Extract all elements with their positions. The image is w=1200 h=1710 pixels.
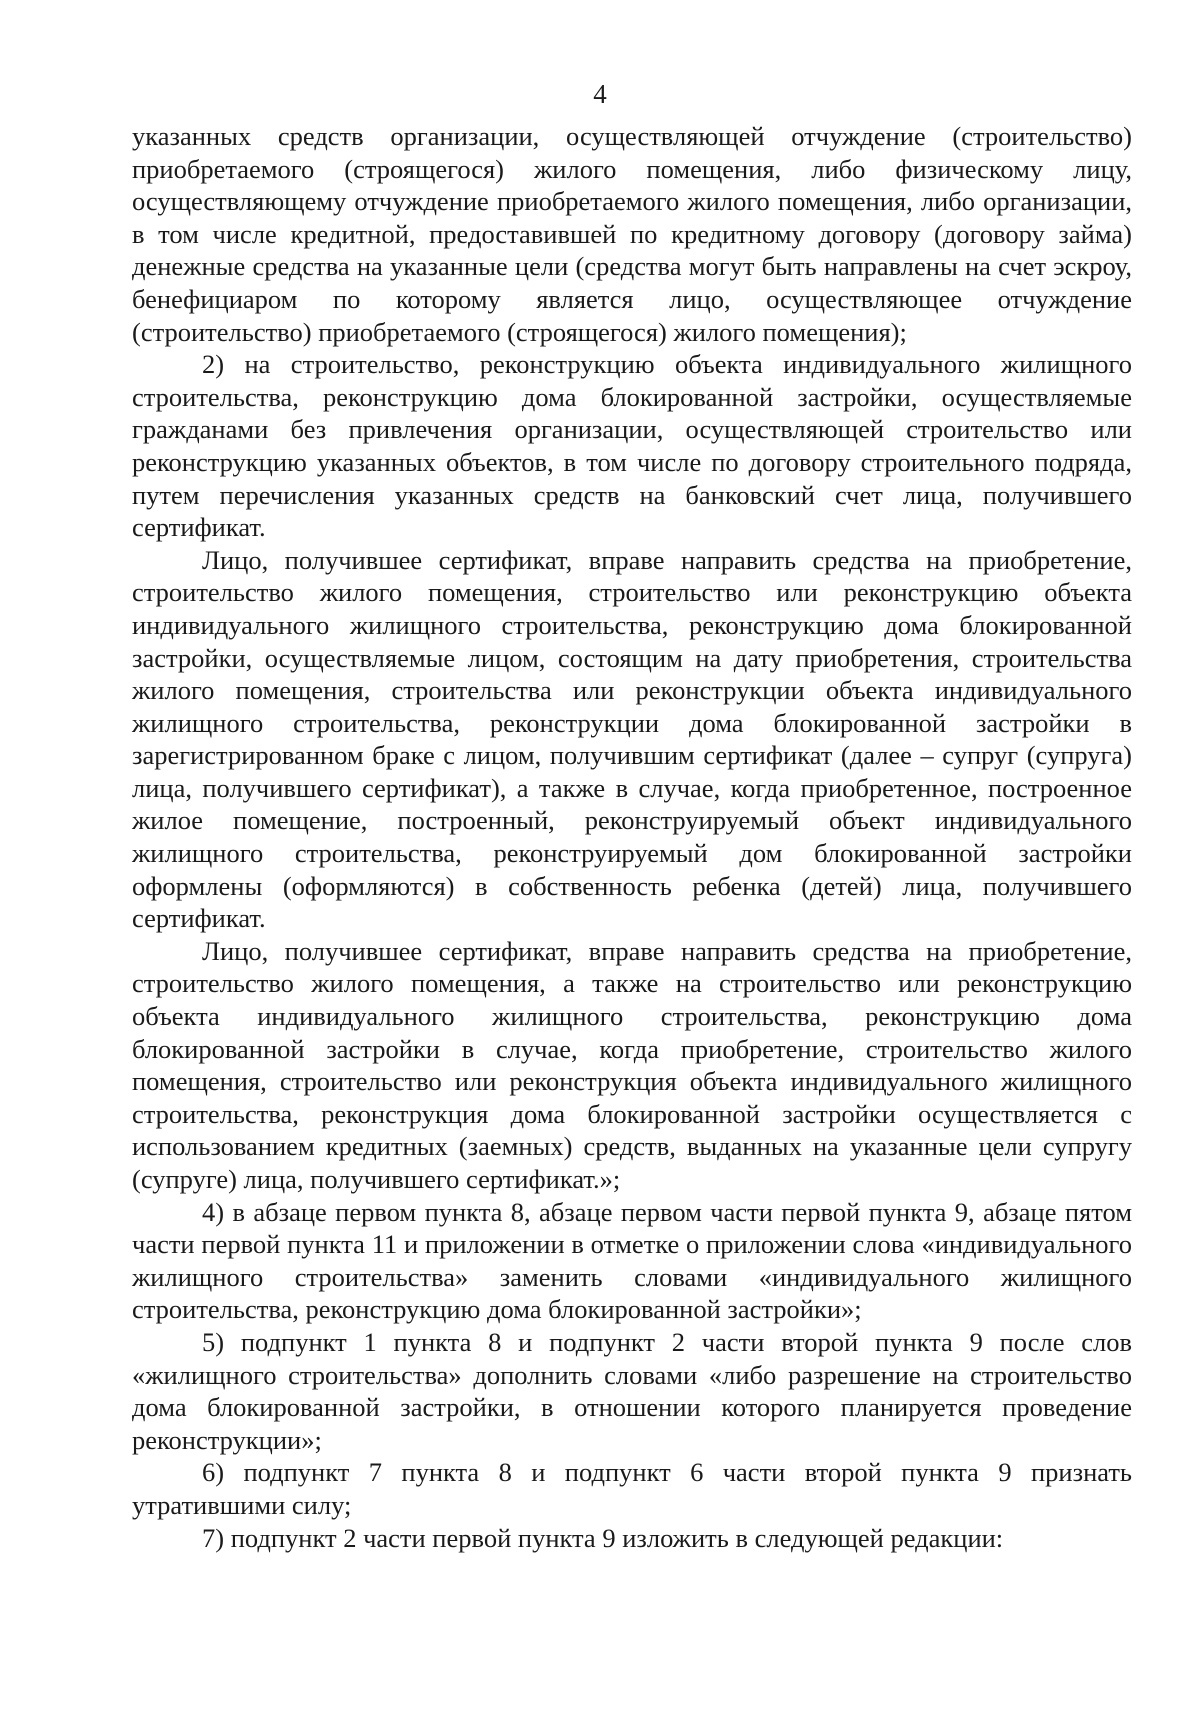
paragraph-5: 4) в абзаце первом пункта 8, абзаце первом части первой пункта 9, абзаце пятом части первой пункта 11 и приложении в отметке о приложении слова «индивидуального жилищного строительства» заменить словами «индивидуального жилищного строительства, реконструкцию дома блокированной застройки»; (132, 1196, 1132, 1325)
document-body (132, 120, 1132, 1554)
paragraph-8: 7) подпункт 2 части первой пункта 9 изложить в следующей редакции: (202, 1522, 1004, 1553)
page-number: 4 (593, 79, 607, 109)
paragraph-3: Лицо, получившее сертификат, вправе направить средства на приобретение, строительство жилого помещения, строительство или реконструкцию объекта индивидуального жилищного строительства, реконструкцию дома блокированной застройки, осуществляемые лицом, состоящим на дату приобретения, строительства жилого помещения, строительства или реконструкции объекта индивидуального жилищного строительства, реконструкции дома блокированной застройки в зарегистрированном браке с лицом, получившим сертификат (далее – супруг (супруга) лица, получившего сертификат), а также в случае, когда приобретенное, построенное жилое помещение, построенный, реконструируемый объект индивидуального жилищного строительства, реконструируемый дом блокированной застройки оформлены (оформляются) в собственность ребенка (детей) лица, получившего сертификат. (132, 544, 1132, 934)
paragraph-6: 5) подпункт 1 пункта 8 и подпункт 2 части второй пункта 9 после слов «жилищного строительства» дополнить словами «либо разрешение на строительство дома блокированной застройки, в отношении которого планируется проведение реконструкции»; (132, 1326, 1132, 1455)
paragraph-7: 6) подпункт 7 пункта 8 и подпункт 6 части второй пункта 9 признать утратившими силу; (132, 1457, 1132, 1520)
paragraph-4: Лицо, получившее сертификат, вправе направить средства на приобретение, строительство жилого помещения, а также на строительство или реконструкцию объекта индивидуального жилищного строительства, реконструкцию дома блокированной застройки в случае, когда приобретение, строительство жилого помещения, строительство или реконструкция объекта индивидуального жилищного строительства, реконструкция дома блокированной застройки осуществляется с использованием кредитных (заемных) средств, выданных на указанные цели супругу (супруге) лица, получившего сертификат.»; (132, 935, 1132, 1194)
paragraph-1: указанных средств организации, осуществляющей отчуждение (строительство) приобретаемого (строящегося) жилого помещения, либо физическому лицу, осуществляющему отчуждение приобретаемого жилого помещения, либо организации, в том числе кредитной, предоставившей по кредитному договору (договору займа) денежные средства на указанные цели (средства могут быть направлены на счет эскроу, бенефициаром по которому является лицо, осуществляющее отчуждение (строительство) приобретаемого (строящегося) жилого помещения); (132, 121, 1132, 347)
paragraph-2: 2) на строительство, реконструкцию объекта индивидуального жилищного строительства, реконструкцию дома блокированной застройки, осуществляемые гражданами без привлечения организации, осуществляющей строительство или реконструкцию указанных объектов, в том числе по договору строительного подряда, путем перечисления указанных средств на банковский счет лица, получившего сертификат. (132, 349, 1132, 543)
